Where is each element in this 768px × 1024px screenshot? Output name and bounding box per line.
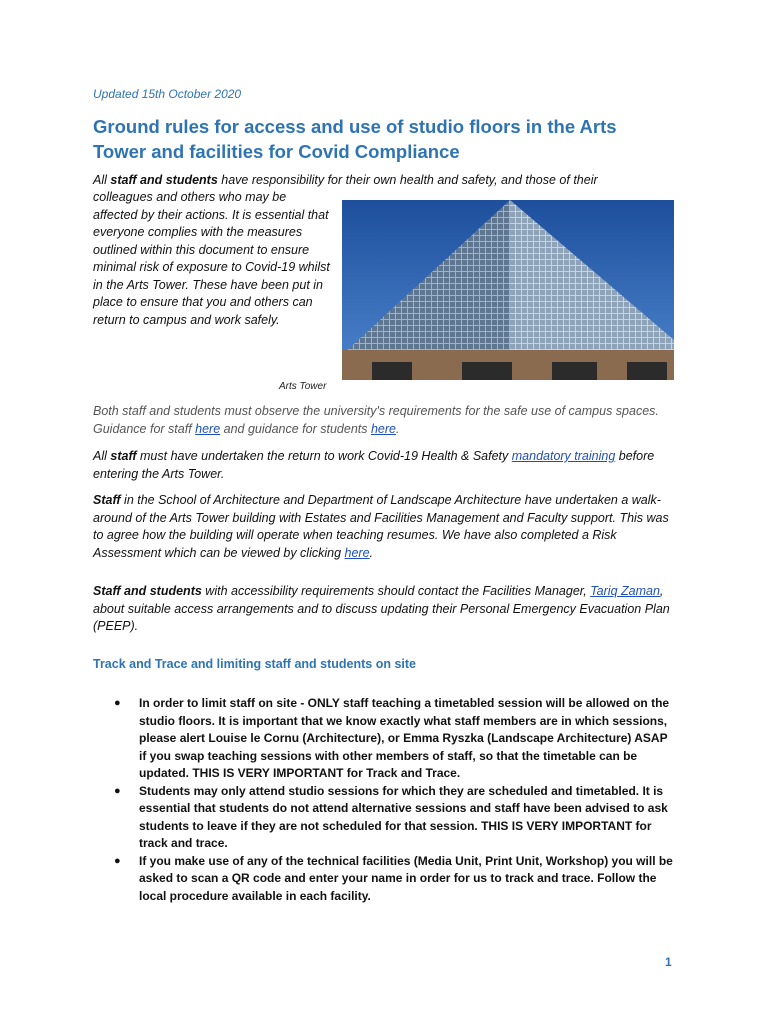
intro-paragraph: colleagues and others who may be affected by their actions. It is essential that everyone complies with the measures outlined within this document to ensure minimal risk of exposure to Covid-19 whilst in the Arts Tower. These have been put in place to ensure that you and others can return to campus and work safely.	[93, 190, 330, 327]
staff-guidance-link[interactable]: here	[195, 421, 221, 436]
risk-assessment-paragraph: Staff in the School of Architecture and Department of Landscape Architecture have undertaken a walk-around of the Arts Tower building with Estates and Facilities Management and Faculty support. This was to agree how the building will operate when teaching resumes. We have also completed a Risk Assessment which can be viewed by clicking here.	[93, 493, 669, 560]
document-title: Ground rules for access and use of studio floors in the Arts Tower and facilities for Covid Compliance	[93, 116, 617, 162]
student-guidance-link[interactable]: here	[370, 421, 397, 436]
mandatory-training-link[interactable]: mandatory training	[511, 449, 616, 463]
arts-tower-photo	[342, 200, 674, 380]
guidance-paragraph: Both staff and students must observe the university's requirements for the safe use of campus spaces. Guidance for staff here and guidance for students here.	[93, 404, 659, 436]
facilities-manager-link[interactable]: Tariq Zaman	[590, 584, 660, 598]
list-item: ● If you make use of any of the technical facilities (Media Unit, Print Unit, Workshop) you will be asked to scan a QR code and enter your name in order for us to track and trace. Follow the local procedure available in each facility.	[114, 853, 673, 903]
bullet-icon: ●	[114, 854, 121, 867]
list-item: ● In order to limit staff on site - ONLY staff teaching a timetabled session will be allowed on the studio floors. It is important that we know exactly what staff members are in which sessions, please alert Louise le Cornu (Architecture), or Emma Ryszka (Landscape Architecture) ASAP if you swap teaching sessions with other members of staff, so that the timetable can be updated. THIS IS VERY IMPORTANT for Track and Trace.	[114, 696, 670, 780]
accessibility-paragraph: Staff and students with accessibility requirements should contact the Facilities Manager, Tariq Zaman, about suitable access arrangements and to discuss updating their Personal Emergency Evacuation Plan (PEEP).	[93, 584, 670, 633]
page-number: 1	[665, 955, 672, 969]
bullet-icon: ●	[114, 697, 121, 709]
risk-assessment-link[interactable]: here	[344, 545, 370, 560]
image-caption: Arts Tower	[279, 381, 327, 392]
bullet-icon: ●	[114, 784, 121, 797]
intro-line: All staff and students have responsibility for their own health and safety, and those of their	[93, 173, 598, 187]
bullet-list	[112, 695, 677, 905]
updated-date: Updated 15th October 2020	[93, 87, 242, 101]
section-heading: Track and Trace and limiting staff and students on site	[93, 657, 416, 671]
list-item: ● Students may only attend studio sessions for which they are scheduled and timetabled. It is essential that students do not attend alternative sessions and staff have been advised to ask students to leave if they are not scheduled for that session. THIS IS VERY IMPORTANT for track and trace.	[114, 783, 668, 850]
intro-bold: staff and students	[110, 173, 218, 187]
training-paragraph: All staff must have undertaken the return to work Covid-19 Health & Safety mandatory training before entering the Arts Tower.	[93, 449, 655, 481]
